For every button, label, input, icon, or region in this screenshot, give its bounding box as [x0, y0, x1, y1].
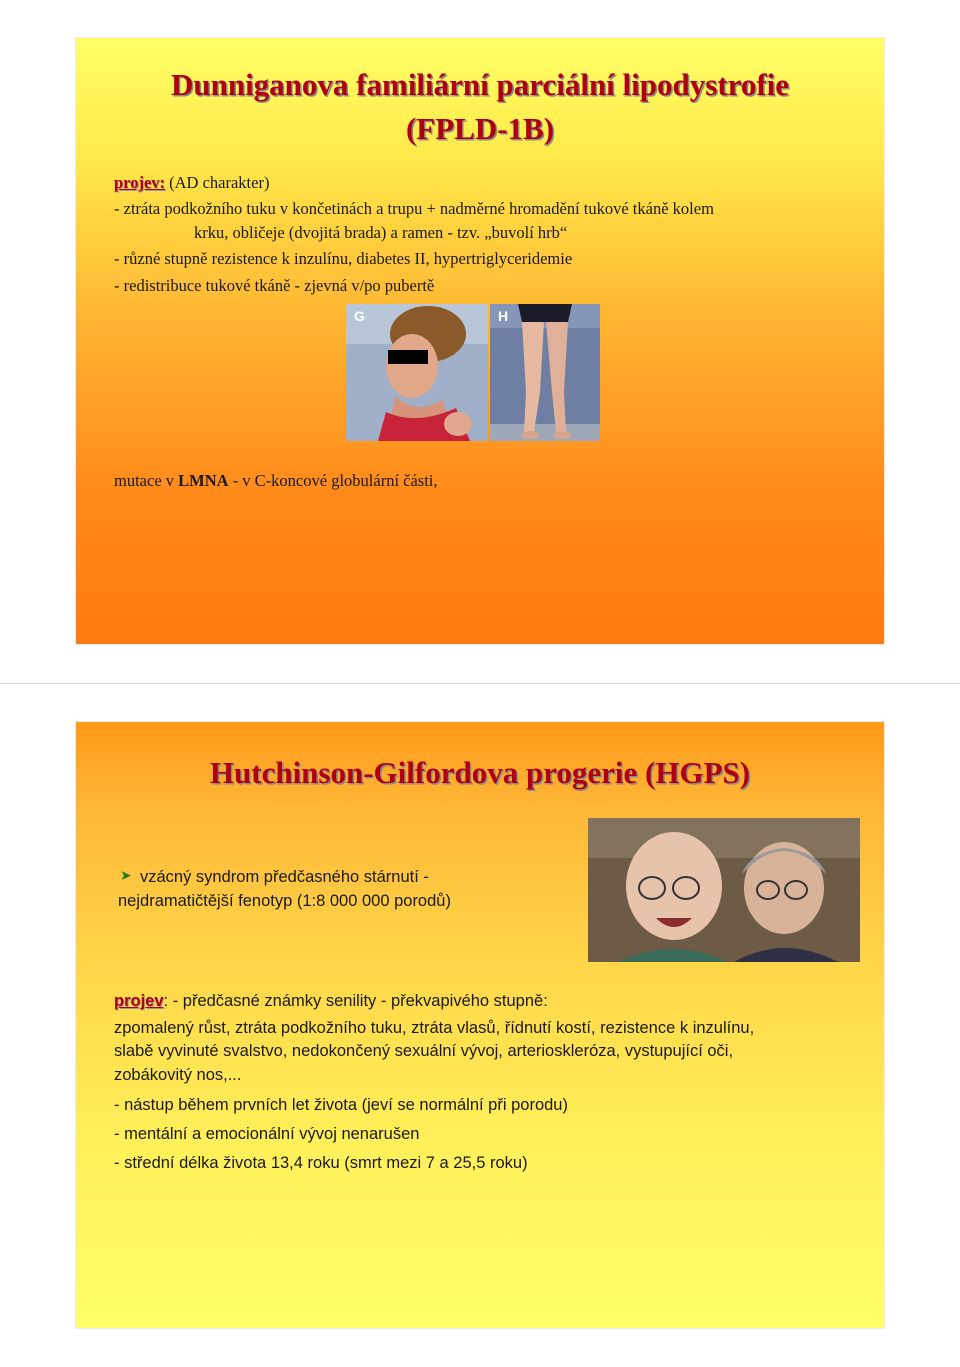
slide2-line-1: zpomalený růst, ztráta podkožního tuku, ztráta vlasů, řídnutí kostí, rezistence k inzulínu, — [114, 1019, 755, 1037]
slide1-title-line2: (FPLD-1B) — [405, 111, 555, 146]
slide1-line-3: - různé stupně rezistence k inzulínu, diabetes II, hypertriglyceridemie — [114, 249, 573, 268]
slide2-line-5: - mentální a emocionální vývoj nenarušen — [114, 1125, 420, 1143]
photo-h-illustration — [490, 304, 600, 441]
slide2-bullet-line1: vzácný syndrom předčasného stárnutí - — [140, 868, 429, 886]
slide2-line-3: zobákovitý nos,... — [114, 1066, 242, 1084]
photo-label-h: H — [498, 308, 509, 324]
slide1-title-line1: Dunniganova familiární parciální lipodystrofie — [170, 67, 790, 102]
photo-h-patient-legs — [490, 304, 600, 441]
slide1-projev-label: projev: — [114, 173, 166, 192]
photo-label-g: G — [354, 308, 365, 324]
photo-progeria-illustration — [588, 818, 860, 962]
slide2-line-4: - nástup během prvních let života (jeví se normální při porodu) — [114, 1096, 568, 1114]
page-divider — [0, 683, 960, 684]
slide-fpld — [76, 38, 884, 644]
photo-g-patient-face — [346, 304, 488, 441]
photo-g-illustration — [346, 304, 488, 441]
bullet-arrow-icon: ➤ — [120, 869, 132, 884]
slide2-bullet-line2: nejdramatičtější fenotyp (1:8 000 000 porodů) — [118, 892, 451, 910]
slide1-mutation-gene: LMNA — [178, 471, 229, 490]
slide2-line-2: slabě vyvinuté svalstvo, nedokončený sexuální vývoj, arterioskleróza, vystupující oči, — [114, 1042, 734, 1060]
slide-hgps — [76, 722, 884, 1328]
slide2-projev-line — [114, 990, 548, 1012]
slide1-mutation-line — [114, 470, 438, 492]
photo-progeria-children — [588, 818, 860, 962]
slide1-line-4: - redistribuce tukové tkáně - zjevná v/po pubertě — [114, 276, 435, 295]
slide2-title: Hutchinson-Gilfordova progerie (HGPS) — [209, 755, 751, 790]
slide1-mutation-suffix: - v C-koncové globulární části, — [228, 471, 438, 490]
slide1-projev-line — [114, 172, 269, 194]
slide1-line-2: krku, obličeje (dvojitá brada) a ramen - tzv. „buvolí hrb“ — [194, 223, 568, 242]
slide1-line-1: - ztráta podkožního tuku v končetinách a trupu + nadměrné hromadění tukové tkáně kolem — [114, 199, 714, 218]
slide2-projev-label: projev — [114, 992, 164, 1010]
slide2-line-6: - střední délka života 13,4 roku (smrt mezi 7 a 25,5 roku) — [114, 1154, 528, 1172]
slide1-mutation-prefix: mutace v — [114, 471, 179, 490]
slide1-projev-rest: (AD charakter) — [165, 173, 270, 192]
slide2-projev-rest: : - předčasné známky senility - překvapivého stupně: — [163, 992, 548, 1010]
